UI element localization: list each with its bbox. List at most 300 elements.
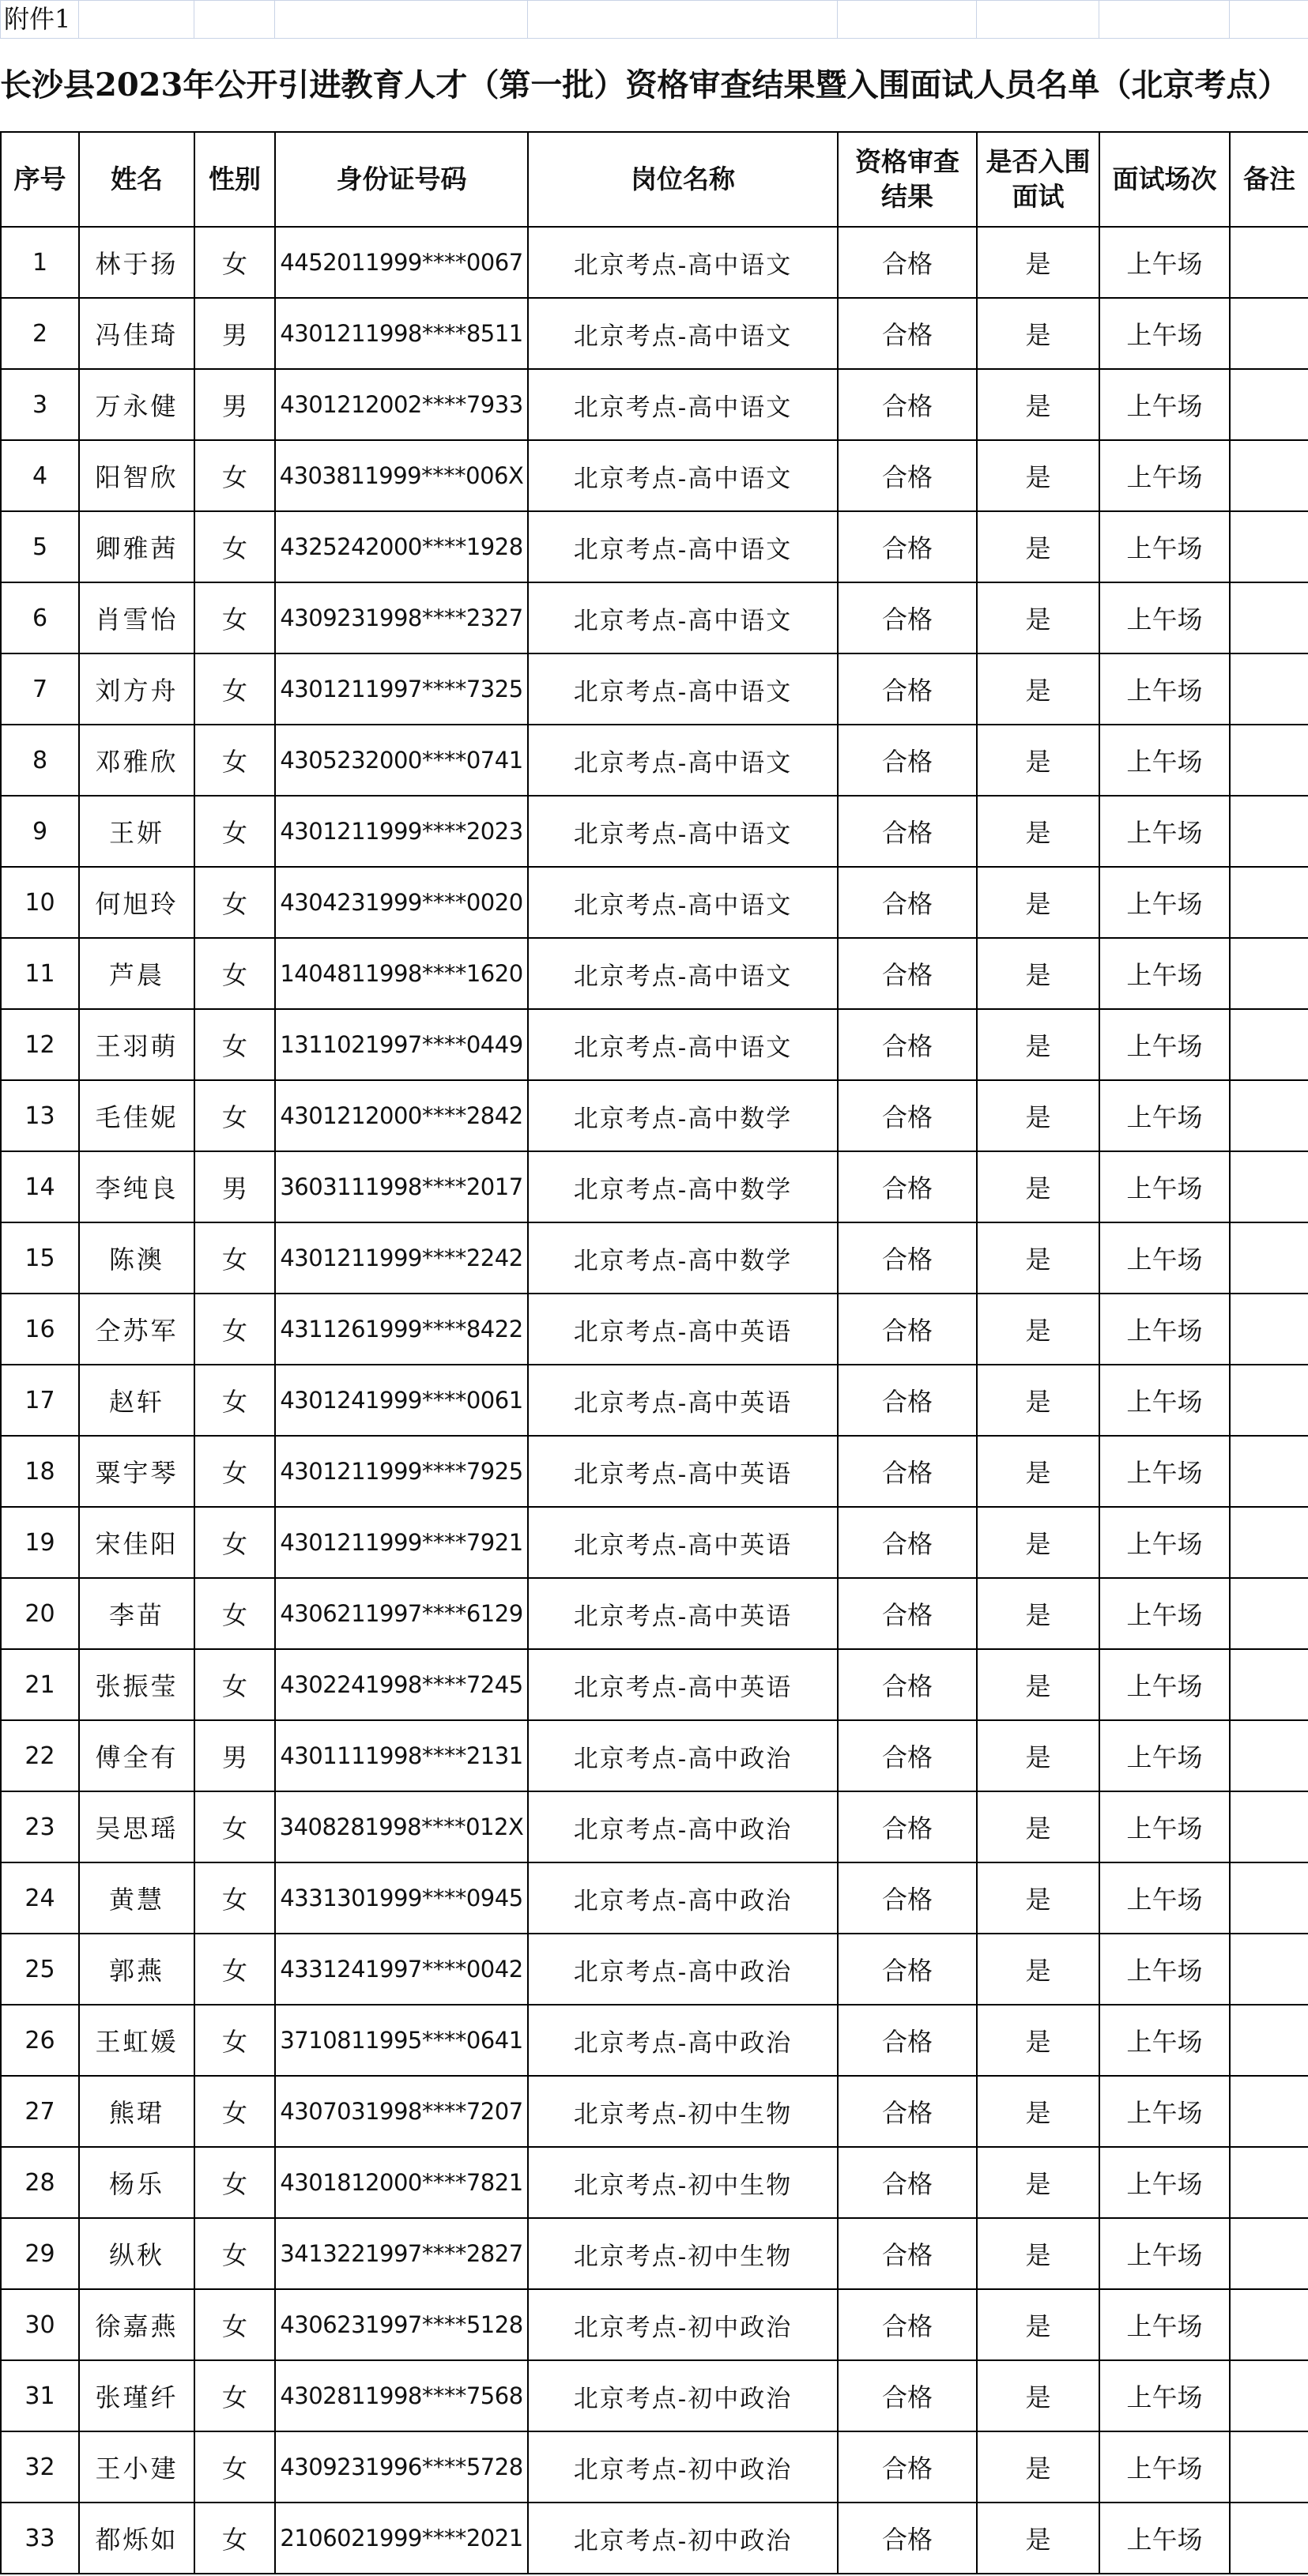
cell-remark: [1230, 653, 1308, 725]
table-row: [1, 1294, 1308, 1365]
cell-position: 北京考点-高中政治: [528, 1791, 838, 1862]
cell-shortlisted: 是: [977, 1222, 1099, 1294]
table-row: [1, 440, 1308, 511]
cell-review-result: 合格: [838, 1151, 977, 1222]
cell-position: 北京考点-高中语文: [528, 725, 838, 796]
cell-remark: [1230, 1365, 1308, 1436]
cell-id-number: 4302811998****7568: [275, 2360, 528, 2431]
cell-name: 徐嘉燕: [79, 2289, 194, 2360]
cell-id-number: 1311021997****0449: [275, 1009, 528, 1080]
cell-review-result: 合格: [838, 867, 977, 938]
header-position: 岗位名称: [528, 132, 838, 227]
cell-seq: 5: [1, 511, 79, 582]
cell-seq: 10: [1, 867, 79, 938]
cell-position: 北京考点-高中政治: [528, 1934, 838, 2005]
cell-gender: 女: [194, 2147, 275, 2218]
cell-id-number: 4306211997****6129: [275, 1578, 528, 1649]
cell-name: 陈澳: [79, 1222, 194, 1294]
cell-id-number: 4304231999****0020: [275, 867, 528, 938]
empty-cell: [1099, 1, 1230, 39]
cell-interview-session: 上午场: [1099, 653, 1230, 725]
cell-position: 北京考点-高中语文: [528, 796, 838, 867]
cell-id-number: 4306231997****5128: [275, 2289, 528, 2360]
cell-id-number: 4301211997****7325: [275, 653, 528, 725]
table-row: [1, 2503, 1308, 2574]
table-row: [1, 511, 1308, 582]
cell-review-result: 合格: [838, 1436, 977, 1507]
cell-review-result: 合格: [838, 1365, 977, 1436]
cell-seq: 7: [1, 653, 79, 725]
cell-review-result: 合格: [838, 511, 977, 582]
cell-id-number: 4309231996****5728: [275, 2431, 528, 2503]
cell-position: 北京考点-高中语文: [528, 653, 838, 725]
cell-seq: 30: [1, 2289, 79, 2360]
cell-position: 北京考点-初中生物: [528, 2218, 838, 2289]
cell-position: 北京考点-高中英语: [528, 1365, 838, 1436]
cell-shortlisted: 是: [977, 1862, 1099, 1934]
cell-review-result: 合格: [838, 938, 977, 1009]
cell-interview-session: 上午场: [1099, 1080, 1230, 1151]
cell-gender: 女: [194, 2431, 275, 2503]
cell-interview-session: 上午场: [1099, 1507, 1230, 1578]
cell-position: 北京考点-高中语文: [528, 1009, 838, 1080]
cell-remark: [1230, 1934, 1308, 2005]
cell-position: 北京考点-高中数学: [528, 1080, 838, 1151]
cell-gender: 女: [194, 440, 275, 511]
cell-gender: 女: [194, 1080, 275, 1151]
cell-interview-session: 上午场: [1099, 227, 1230, 298]
cell-shortlisted: 是: [977, 1151, 1099, 1222]
cell-gender: 女: [194, 653, 275, 725]
cell-interview-session: 上午场: [1099, 582, 1230, 653]
cell-seq: 9: [1, 796, 79, 867]
cell-name: 仝苏军: [79, 1294, 194, 1365]
cell-remark: [1230, 2076, 1308, 2147]
cell-interview-session: 上午场: [1099, 298, 1230, 369]
cell-id-number: 4301211998****8511: [275, 298, 528, 369]
cell-seq: 23: [1, 1791, 79, 1862]
cell-name: 刘方舟: [79, 653, 194, 725]
table-row: [1, 1222, 1308, 1294]
cell-seq: 18: [1, 1436, 79, 1507]
cell-interview-session: 上午场: [1099, 1222, 1230, 1294]
empty-cell: [275, 1, 528, 39]
cell-seq: 8: [1, 725, 79, 796]
attachment-label: 附件1: [4, 4, 71, 34]
cell-id-number: 4301211999****7925: [275, 1436, 528, 1507]
cell-seq: 28: [1, 2147, 79, 2218]
cell-name: 宋佳阳: [79, 1507, 194, 1578]
empty-cell: [838, 1, 977, 39]
table-row: [1, 653, 1308, 725]
cell-name: 邓雅欣: [79, 725, 194, 796]
cell-remark: [1230, 1080, 1308, 1151]
cell-position: 北京考点-高中政治: [528, 1720, 838, 1791]
cell-position: 北京考点-初中政治: [528, 2289, 838, 2360]
cell-gender: 女: [194, 2289, 275, 2360]
cell-remark: [1230, 796, 1308, 867]
cell-name: 郭燕: [79, 1934, 194, 2005]
cell-name: 李纯良: [79, 1151, 194, 1222]
cell-review-result: 合格: [838, 725, 977, 796]
cell-review-result: 合格: [838, 2431, 977, 2503]
cell-review-result: 合格: [838, 1080, 977, 1151]
cell-name: 王虹媛: [79, 2005, 194, 2076]
header-review-line1: 资格审查: [855, 146, 959, 177]
cell-review-result: 合格: [838, 1934, 977, 2005]
table-row: [1, 1009, 1308, 1080]
cell-remark: [1230, 511, 1308, 582]
cell-id-number: 4301241999****0061: [275, 1365, 528, 1436]
cell-shortlisted: 是: [977, 867, 1099, 938]
table-row: [1, 2431, 1308, 2503]
cell-name: 芦晨: [79, 938, 194, 1009]
cell-position: 北京考点-高中政治: [528, 1862, 838, 1934]
header-gender: 性别: [194, 132, 275, 227]
cell-seq: 20: [1, 1578, 79, 1649]
cell-seq: 3: [1, 369, 79, 440]
cell-seq: 16: [1, 1294, 79, 1365]
cell-review-result: 合格: [838, 1791, 977, 1862]
cell-shortlisted: 是: [977, 227, 1099, 298]
cell-gender: 男: [194, 1720, 275, 1791]
cell-review-result: 合格: [838, 2503, 977, 2574]
header-name: 姓名: [79, 132, 194, 227]
cell-review-result: 合格: [838, 653, 977, 725]
cell-shortlisted: 是: [977, 796, 1099, 867]
cell-gender: 女: [194, 511, 275, 582]
cell-name: 傅全有: [79, 1720, 194, 1791]
cell-gender: 女: [194, 938, 275, 1009]
table-row: [1, 1507, 1308, 1578]
cell-name: 卿雅茜: [79, 511, 194, 582]
cell-gender: 女: [194, 867, 275, 938]
cell-remark: [1230, 1294, 1308, 1365]
cell-gender: 女: [194, 1578, 275, 1649]
cell-seq: 15: [1, 1222, 79, 1294]
cell-name: 万永健: [79, 369, 194, 440]
cell-gender: 女: [194, 1009, 275, 1080]
cell-shortlisted: 是: [977, 2431, 1099, 2503]
header-seq: 序号: [1, 132, 79, 227]
cell-position: 北京考点-初中政治: [528, 2360, 838, 2431]
cell-name: 冯佳琦: [79, 298, 194, 369]
empty-cell: [1230, 1, 1308, 39]
cell-review-result: 合格: [838, 1222, 977, 1294]
cell-interview-session: 上午场: [1099, 1649, 1230, 1720]
cell-name: 都烁如: [79, 2503, 194, 2574]
cell-interview-session: 上午场: [1099, 1151, 1230, 1222]
cell-position: 北京考点-高中政治: [528, 2005, 838, 2076]
table-row: [1, 2289, 1308, 2360]
cell-remark: [1230, 2360, 1308, 2431]
cell-id-number: 1404811998****1620: [275, 938, 528, 1009]
cell-review-result: 合格: [838, 1862, 977, 1934]
cell-gender: 女: [194, 1507, 275, 1578]
table-row: [1, 867, 1308, 938]
cell-id-number: 4301211999****2023: [275, 796, 528, 867]
cell-remark: [1230, 1222, 1308, 1294]
cell-name: 王小建: [79, 2431, 194, 2503]
cell-remark: [1230, 1862, 1308, 1934]
cell-name: 杨乐: [79, 2147, 194, 2218]
cell-position: 北京考点-初中生物: [528, 2076, 838, 2147]
cell-seq: 21: [1, 1649, 79, 1720]
cell-remark: [1230, 1649, 1308, 1720]
cell-shortlisted: 是: [977, 582, 1099, 653]
header-review-line2: 结果: [881, 181, 933, 212]
cell-gender: 女: [194, 1365, 275, 1436]
cell-gender: 女: [194, 1222, 275, 1294]
cell-id-number: 4301211999****2242: [275, 1222, 528, 1294]
cell-position: 北京考点-高中语文: [528, 511, 838, 582]
cell-position: 北京考点-高中数学: [528, 1151, 838, 1222]
cell-shortlisted: 是: [977, 1720, 1099, 1791]
cell-review-result: 合格: [838, 2076, 977, 2147]
cell-id-number: 4302241998****7245: [275, 1649, 528, 1720]
cell-remark: [1230, 1720, 1308, 1791]
cell-name: 粟宇琴: [79, 1436, 194, 1507]
cell-name: 黄慧: [79, 1862, 194, 1934]
cell-position: 北京考点-高中英语: [528, 1578, 838, 1649]
cell-id-number: 3603111998****2017: [275, 1151, 528, 1222]
cell-position: 北京考点-高中语文: [528, 227, 838, 298]
table-row: [1, 2218, 1308, 2289]
cell-seq: 2: [1, 298, 79, 369]
table-row: [1, 227, 1308, 298]
cell-id-number: 4305232000****0741: [275, 725, 528, 796]
cell-id-number: 4307031998****7207: [275, 2076, 528, 2147]
cell-name: 张瑾纤: [79, 2360, 194, 2431]
table-row: [1, 1365, 1308, 1436]
cell-position: 北京考点-初中政治: [528, 2503, 838, 2574]
document-title: 长沙县2023年公开引进教育人才（第一批）资格审查结果暨入围面试人员名单（北京考点）: [0, 66, 1290, 104]
cell-gender: 女: [194, 796, 275, 867]
cell-seq: 12: [1, 1009, 79, 1080]
cell-review-result: 合格: [838, 440, 977, 511]
cell-id-number: 3710811995****0641: [275, 2005, 528, 2076]
cell-id-number: 4311261999****8422: [275, 1294, 528, 1365]
candidate-table: [0, 131, 1308, 2574]
cell-review-result: 合格: [838, 2360, 977, 2431]
header-shortlist-line1: 是否入围: [986, 146, 1091, 177]
cell-name: 林于扬: [79, 227, 194, 298]
cell-id-number: 3408281998****012X: [275, 1791, 528, 1862]
cell-shortlisted: 是: [977, 2503, 1099, 2574]
cell-id-number: 4452011999****0067: [275, 227, 528, 298]
cell-seq: 29: [1, 2218, 79, 2289]
cell-review-result: 合格: [838, 227, 977, 298]
cell-remark: [1230, 2503, 1308, 2574]
cell-shortlisted: 是: [977, 938, 1099, 1009]
table-header-row: [1, 132, 1308, 227]
cell-position: 北京考点-高中语文: [528, 582, 838, 653]
cell-remark: [1230, 440, 1308, 511]
cell-seq: 6: [1, 582, 79, 653]
empty-cell: [528, 1, 838, 39]
cell-id-number: 4301211999****7921: [275, 1507, 528, 1578]
cell-seq: 25: [1, 1934, 79, 2005]
cell-shortlisted: 是: [977, 1578, 1099, 1649]
table-row: [1, 2076, 1308, 2147]
cell-id-number: 4309231998****2327: [275, 582, 528, 653]
cell-shortlisted: 是: [977, 725, 1099, 796]
attachment-cell: [1, 1, 79, 39]
cell-interview-session: 上午场: [1099, 1578, 1230, 1649]
cell-remark: [1230, 938, 1308, 1009]
cell-name: 王羽萌: [79, 1009, 194, 1080]
cell-seq: 22: [1, 1720, 79, 1791]
cell-shortlisted: 是: [977, 2360, 1099, 2431]
cell-seq: 17: [1, 1365, 79, 1436]
header-remark: 备注: [1230, 132, 1308, 227]
cell-position: 北京考点-初中政治: [528, 2431, 838, 2503]
cell-remark: [1230, 2289, 1308, 2360]
cell-interview-session: 上午场: [1099, 1934, 1230, 2005]
cell-gender: 女: [194, 1294, 275, 1365]
cell-shortlisted: 是: [977, 1080, 1099, 1151]
cell-gender: 女: [194, 582, 275, 653]
cell-position: 北京考点-初中生物: [528, 2147, 838, 2218]
cell-id-number: 4331301999****0945: [275, 1862, 528, 1934]
cell-remark: [1230, 582, 1308, 653]
cell-review-result: 合格: [838, 796, 977, 867]
cell-name: 张振莹: [79, 1649, 194, 1720]
cell-name: 王妍: [79, 796, 194, 867]
cell-gender: 女: [194, 2503, 275, 2574]
cell-remark: [1230, 369, 1308, 440]
cell-remark: [1230, 1151, 1308, 1222]
cell-interview-session: 上午场: [1099, 867, 1230, 938]
cell-interview-session: 上午场: [1099, 2289, 1230, 2360]
cell-seq: 27: [1, 2076, 79, 2147]
cell-gender: 女: [194, 1791, 275, 1862]
cell-id-number: 4331241997****0042: [275, 1934, 528, 2005]
cell-interview-session: 上午场: [1099, 938, 1230, 1009]
cell-gender: 女: [194, 2005, 275, 2076]
table-row: [1, 2360, 1308, 2431]
cell-interview-session: 上午场: [1099, 440, 1230, 511]
cell-interview-session: 上午场: [1099, 1294, 1230, 1365]
cell-remark: [1230, 725, 1308, 796]
cell-name: 李苗: [79, 1578, 194, 1649]
cell-id-number: 4301111998****2131: [275, 1720, 528, 1791]
cell-shortlisted: 是: [977, 653, 1099, 725]
cell-review-result: 合格: [838, 2147, 977, 2218]
cell-review-result: 合格: [838, 1507, 977, 1578]
cell-gender: 男: [194, 298, 275, 369]
table-row: [1, 796, 1308, 867]
cell-interview-session: 上午场: [1099, 369, 1230, 440]
table-row: [1, 1578, 1308, 1649]
cell-review-result: 合格: [838, 298, 977, 369]
table-row: [1, 938, 1308, 1009]
cell-seq: 13: [1, 1080, 79, 1151]
cell-remark: [1230, 1578, 1308, 1649]
cell-seq: 4: [1, 440, 79, 511]
cell-position: 北京考点-高中英语: [528, 1436, 838, 1507]
table-row: [1, 1151, 1308, 1222]
header-review: [838, 132, 977, 227]
cell-review-result: 合格: [838, 1720, 977, 1791]
header-session: 面试场次: [1099, 132, 1230, 227]
table-row: [1, 1862, 1308, 1934]
cell-shortlisted: 是: [977, 2218, 1099, 2289]
cell-gender: 男: [194, 1151, 275, 1222]
cell-remark: [1230, 867, 1308, 938]
cell-shortlisted: 是: [977, 1365, 1099, 1436]
cell-interview-session: 上午场: [1099, 725, 1230, 796]
cell-seq: 1: [1, 227, 79, 298]
cell-seq: 19: [1, 1507, 79, 1578]
cell-interview-session: 上午场: [1099, 2005, 1230, 2076]
header-shortlist-line2: 面试: [1012, 181, 1065, 212]
cell-review-result: 合格: [838, 1649, 977, 1720]
cell-shortlisted: 是: [977, 1649, 1099, 1720]
cell-name: 毛佳妮: [79, 1080, 194, 1151]
empty-cell: [194, 1, 275, 39]
cell-id-number: 4301212002****7933: [275, 369, 528, 440]
cell-name: 熊珺: [79, 2076, 194, 2147]
cell-interview-session: 上午场: [1099, 2076, 1230, 2147]
cell-interview-session: 上午场: [1099, 2431, 1230, 2503]
cell-review-result: 合格: [838, 582, 977, 653]
cell-interview-session: 上午场: [1099, 1791, 1230, 1862]
table-row: [1, 1720, 1308, 1791]
cell-name: 赵轩: [79, 1365, 194, 1436]
table-row: [1, 298, 1308, 369]
cell-name: 肖雪怡: [79, 582, 194, 653]
cell-gender: 女: [194, 1862, 275, 1934]
cell-shortlisted: 是: [977, 2005, 1099, 2076]
cell-interview-session: 上午场: [1099, 2360, 1230, 2431]
cell-interview-session: 上午场: [1099, 2503, 1230, 2574]
cell-interview-session: 上午场: [1099, 1862, 1230, 1934]
table-row: [1, 1934, 1308, 2005]
cell-gender: 男: [194, 369, 275, 440]
cell-remark: [1230, 1507, 1308, 1578]
cell-seq: 33: [1, 2503, 79, 2574]
table-row: [1, 2005, 1308, 2076]
cell-remark: [1230, 227, 1308, 298]
cell-id-number: 2106021999****2021: [275, 2503, 528, 2574]
cell-position: 北京考点-高中英语: [528, 1294, 838, 1365]
cell-id-number: 3413221997****2827: [275, 2218, 528, 2289]
cell-review-result: 合格: [838, 369, 977, 440]
cell-gender: 女: [194, 2218, 275, 2289]
cell-name: 何旭玲: [79, 867, 194, 938]
table-row: [1, 1791, 1308, 1862]
cell-review-result: 合格: [838, 1578, 977, 1649]
cell-interview-session: 上午场: [1099, 2218, 1230, 2289]
cell-position: 北京考点-高中语文: [528, 867, 838, 938]
cell-shortlisted: 是: [977, 298, 1099, 369]
cell-gender: 女: [194, 1436, 275, 1507]
cell-id-number: 4303811999****006X: [275, 440, 528, 511]
cell-remark: [1230, 2431, 1308, 2503]
cell-position: 北京考点-高中英语: [528, 1507, 838, 1578]
cell-review-result: 合格: [838, 2218, 977, 2289]
cell-shortlisted: 是: [977, 1436, 1099, 1507]
cell-name: 阳智欣: [79, 440, 194, 511]
cell-shortlisted: 是: [977, 2076, 1099, 2147]
cell-shortlisted: 是: [977, 511, 1099, 582]
cell-interview-session: 上午场: [1099, 2147, 1230, 2218]
cell-shortlisted: 是: [977, 1934, 1099, 2005]
cell-position: 北京考点-高中数学: [528, 1222, 838, 1294]
cell-gender: 女: [194, 2076, 275, 2147]
header-shortlist: [977, 132, 1099, 227]
